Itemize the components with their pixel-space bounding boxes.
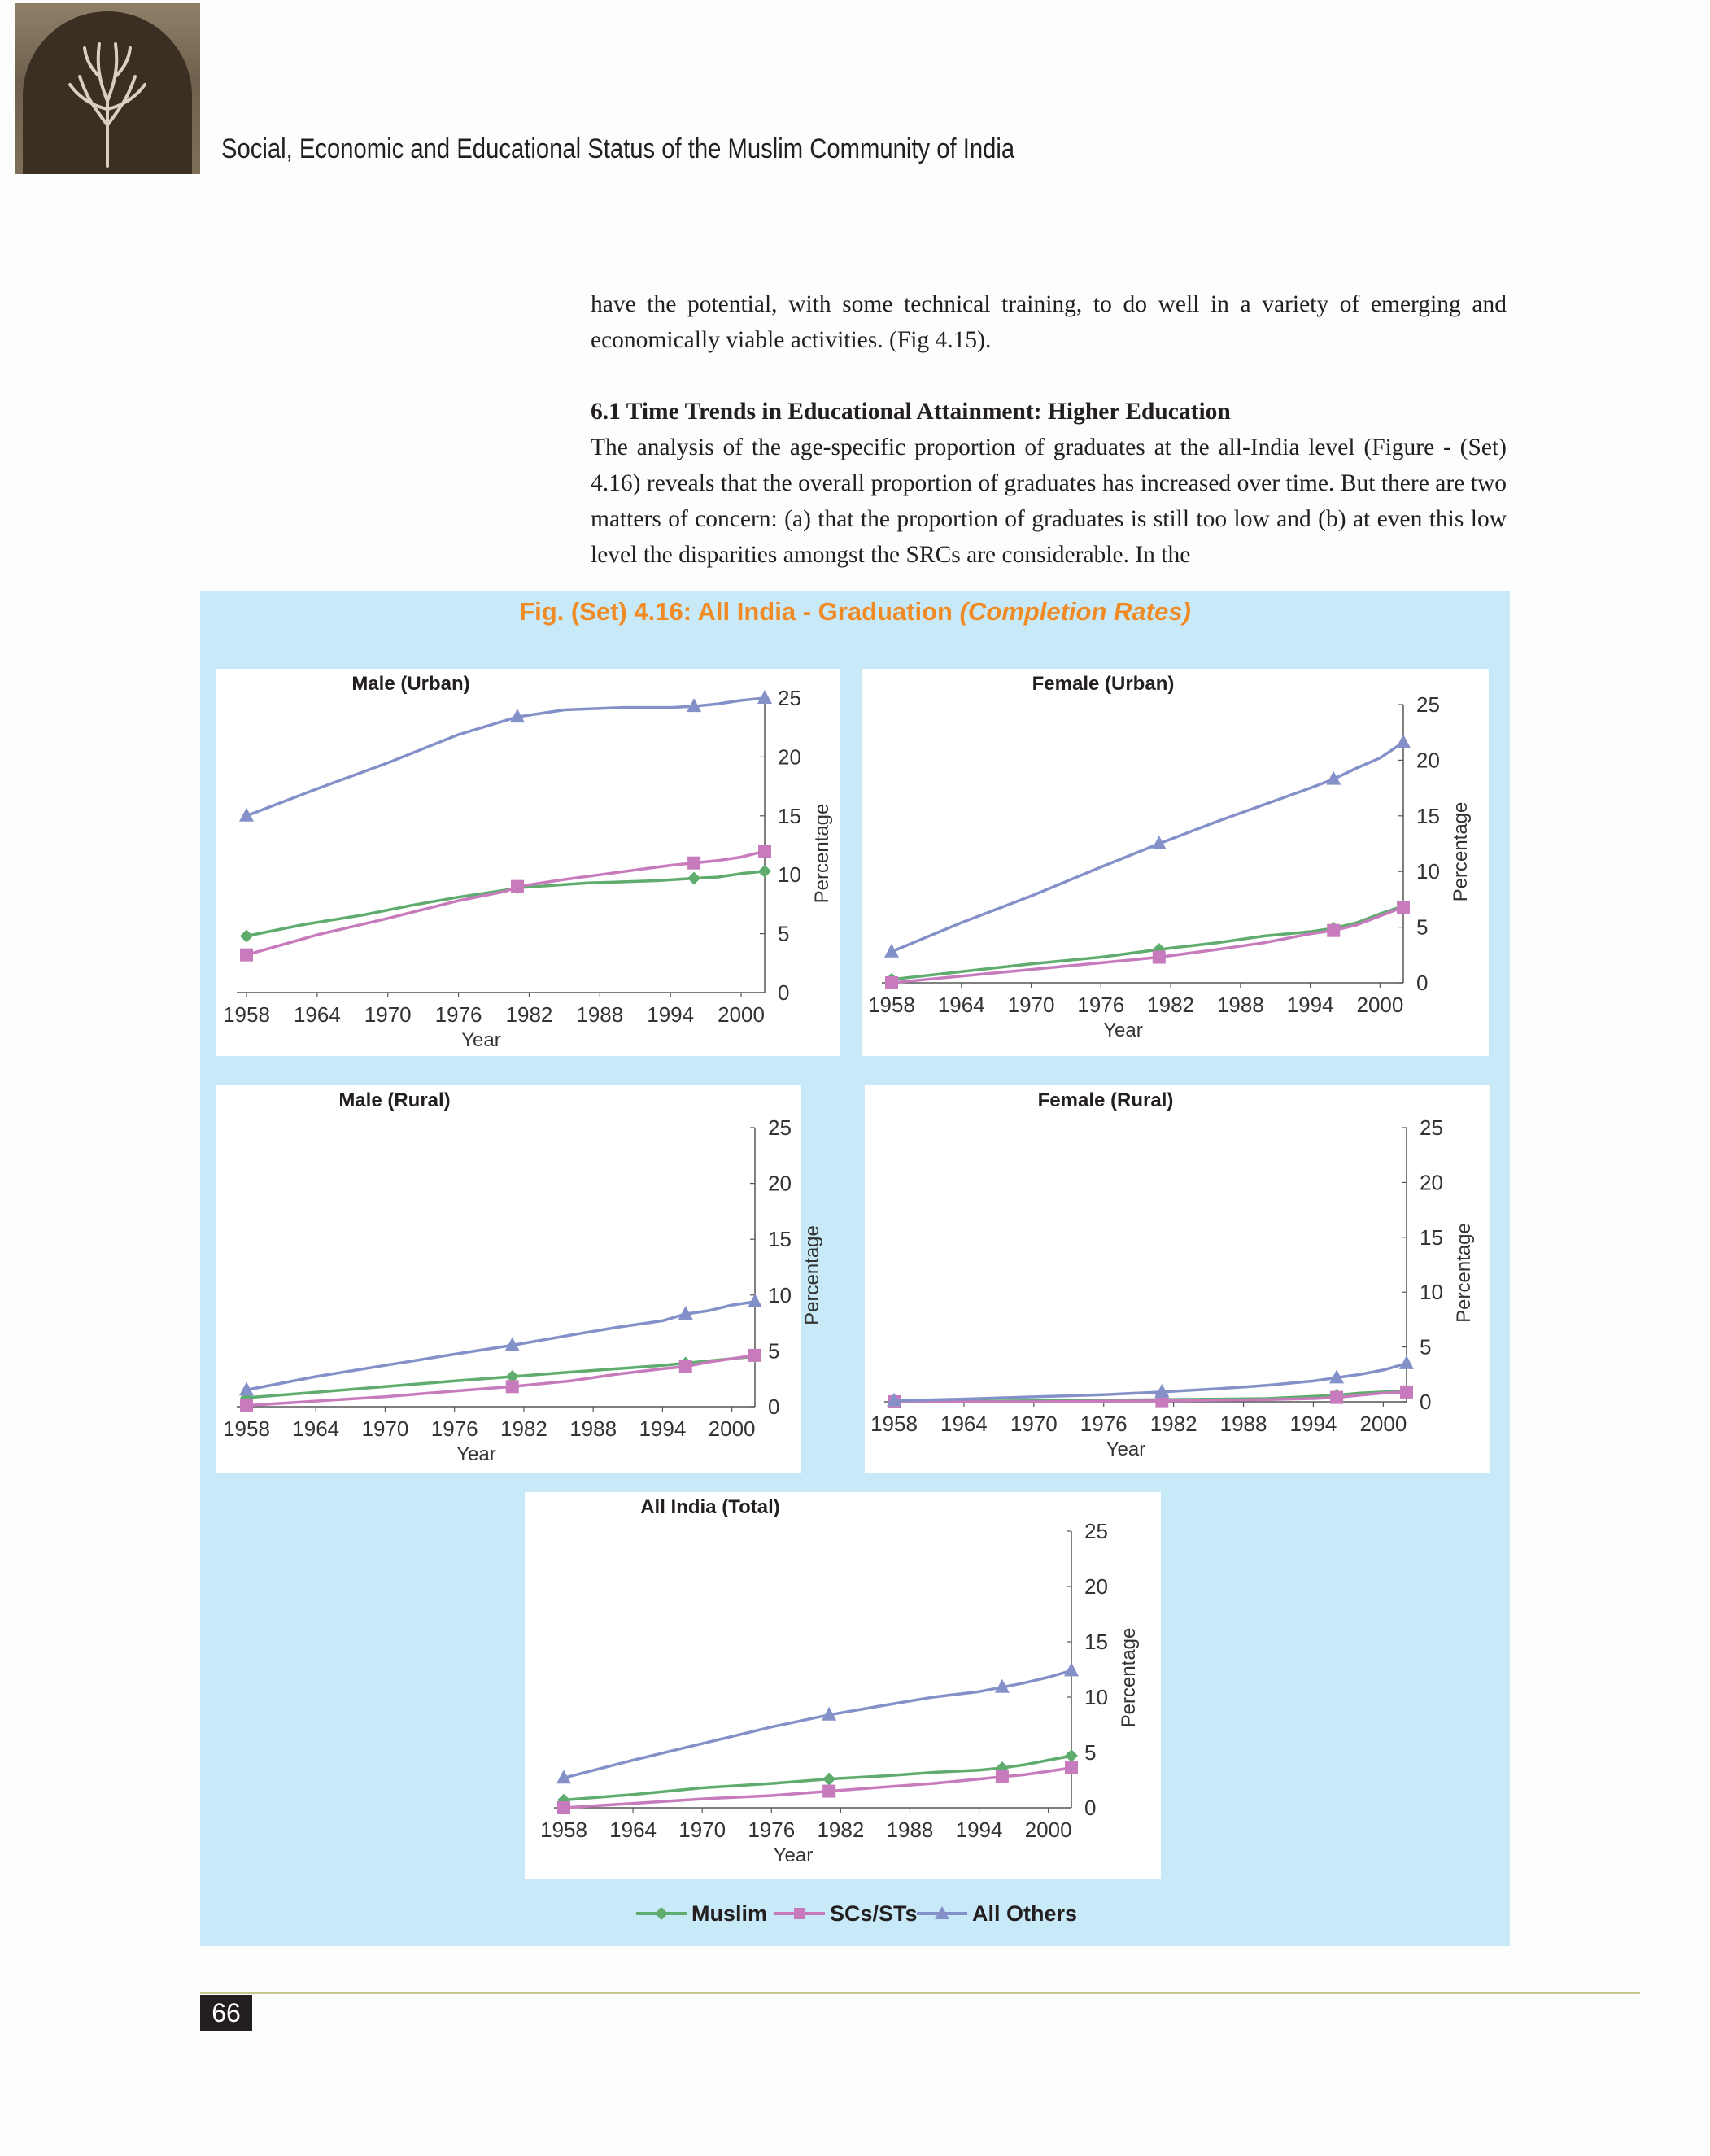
- data-point-marker: [1397, 901, 1410, 914]
- x-axis-label: Year: [461, 1029, 501, 1051]
- y-tick-label: 10: [1084, 1685, 1108, 1709]
- x-tick-label: 1982: [1149, 1412, 1197, 1436]
- data-point-marker: [687, 857, 700, 870]
- series-line-scs-sts: [564, 1768, 1071, 1808]
- y-tick-label: 25: [1084, 1519, 1108, 1543]
- y-tick-label: 20: [778, 744, 801, 770]
- x-tick-label: 2000: [1024, 1818, 1072, 1842]
- x-axis-label: Year: [1103, 1019, 1143, 1041]
- legend-label: Muslim: [691, 1901, 768, 1926]
- data-point-marker: [1064, 1662, 1079, 1676]
- series-line-all-others: [564, 1670, 1071, 1778]
- chart-title: Female (Rural): [1037, 1089, 1174, 1111]
- y-tick-label: 0: [1416, 971, 1429, 995]
- series-line-muslim: [246, 871, 765, 936]
- header-decorative-image: [15, 3, 200, 174]
- y-tick-label: 0: [768, 1394, 780, 1419]
- data-point-marker: [885, 976, 898, 989]
- y-tick-label: 25: [1416, 692, 1440, 717]
- series-line-all-others: [892, 743, 1403, 952]
- y-tick-label: 20: [1416, 748, 1440, 773]
- x-tick-label: 1964: [937, 993, 985, 1017]
- data-point-marker: [1330, 1391, 1343, 1404]
- tree-of-life-carving: [63, 28, 151, 166]
- x-tick-label: 1970: [1010, 1412, 1058, 1436]
- y-tick-label: 20: [1084, 1574, 1108, 1599]
- x-tick-label: 1970: [364, 1002, 412, 1027]
- y-tick-label: 5: [768, 1338, 780, 1364]
- legend-label: SCs/STs: [830, 1901, 918, 1926]
- data-point-marker: [748, 1294, 762, 1307]
- data-point-marker: [758, 845, 771, 858]
- data-point-marker: [996, 1770, 1009, 1783]
- x-tick-label: 1988: [886, 1818, 934, 1842]
- y-tick-label: 10: [778, 862, 801, 888]
- data-point-marker: [240, 949, 253, 962]
- x-axis-label: Year: [456, 1443, 496, 1465]
- x-tick-label: 1988: [1219, 1412, 1267, 1436]
- y-tick-label: 20: [1420, 1170, 1443, 1195]
- chart-title: Male (Urban): [351, 673, 470, 695]
- y-tick-label: 15: [1084, 1630, 1108, 1654]
- data-point-marker: [748, 1349, 761, 1362]
- y-tick-label: 25: [778, 686, 801, 710]
- x-tick-label: 1964: [292, 1416, 340, 1441]
- x-tick-label: 1994: [639, 1416, 687, 1441]
- data-point-marker: [1153, 951, 1166, 964]
- figure-title-italic: (Completion Rates): [959, 597, 1191, 626]
- page-number: 66: [200, 1995, 252, 2031]
- chart-svg: [216, 1085, 823, 1473]
- x-tick-label: 2000: [718, 1002, 765, 1027]
- x-tick-label: 1994: [1289, 1412, 1337, 1436]
- x-tick-label: 1958: [870, 1412, 918, 1436]
- legend-marker-square-icon: [774, 1905, 825, 1922]
- x-tick-label: 1976: [434, 1002, 482, 1027]
- x-tick-label: 1976: [748, 1818, 796, 1842]
- x-tick-label: 1994: [955, 1818, 1003, 1842]
- x-tick-label: 1958: [868, 993, 915, 1017]
- chart-title: All India (Total): [640, 1496, 780, 1518]
- y-tick-label: 5: [1420, 1334, 1432, 1360]
- chart-title: Female (Urban): [1032, 673, 1175, 695]
- x-tick-label: 2000: [1359, 1412, 1407, 1436]
- body-paragraph-1: [591, 286, 1507, 358]
- chart-female-rural: [865, 1085, 1490, 1473]
- chart-title: Male (Rural): [338, 1089, 451, 1111]
- legend-item-all-others: [917, 1889, 1077, 1938]
- x-tick-label: 1994: [1286, 993, 1334, 1017]
- x-tick-label: 2000: [708, 1416, 756, 1441]
- y-tick-label: 0: [1420, 1390, 1432, 1414]
- y-tick-label: 15: [1416, 803, 1440, 828]
- data-point-marker: [822, 1785, 835, 1798]
- x-tick-label: 1958: [223, 1002, 270, 1027]
- y-axis-label: Percentage: [801, 1225, 823, 1325]
- x-tick-label: 1982: [1147, 993, 1195, 1017]
- x-tick-label: 1976: [1077, 993, 1125, 1017]
- chart-svg: [525, 1492, 1161, 1879]
- x-tick-label: 1964: [940, 1412, 988, 1436]
- x-tick-label: 1976: [430, 1416, 478, 1441]
- data-point-marker: [757, 690, 772, 704]
- y-tick-label: 5: [1084, 1740, 1097, 1765]
- data-point-marker: [1400, 1386, 1413, 1399]
- x-tick-label: 1988: [569, 1416, 617, 1441]
- figure-title: [0, 597, 1710, 626]
- data-point-marker: [1399, 1355, 1414, 1369]
- y-tick-label: 0: [1084, 1796, 1097, 1820]
- data-point-marker: [679, 1360, 692, 1373]
- series-line-muslim: [246, 1356, 755, 1398]
- y-tick-label: 20: [768, 1171, 792, 1196]
- x-tick-label: 1958: [540, 1818, 587, 1842]
- legend-item-scst: [774, 1889, 918, 1938]
- series-line-scs-sts: [246, 851, 765, 955]
- y-axis-label: Percentage: [1453, 1223, 1475, 1323]
- x-tick-label: 1988: [1216, 993, 1264, 1017]
- chart-svg: [865, 1085, 1490, 1473]
- chart-female-urban: [862, 669, 1489, 1056]
- data-point-marker: [506, 1380, 519, 1393]
- chart-male-urban: [216, 669, 840, 1056]
- footer-rule: [200, 1992, 1640, 1994]
- y-tick-label: 15: [778, 803, 801, 828]
- paragraph-text: have the potential, with some technical training, to do well in a variety of emerging and economically viable activities. (Fig 4.15).: [591, 291, 1507, 353]
- x-tick-label: 1958: [223, 1416, 270, 1441]
- series-line-muslim: [892, 906, 1403, 980]
- running-header-title: Social, Economic and Educational Status of the Muslim Community of India: [221, 133, 1015, 164]
- y-tick-label: 5: [1416, 914, 1429, 940]
- x-tick-label: 1982: [499, 1416, 547, 1441]
- y-tick-label: 25: [1420, 1115, 1443, 1140]
- data-point-marker: [1065, 1749, 1078, 1762]
- x-tick-label: 1964: [293, 1002, 341, 1027]
- data-point-marker: [511, 880, 524, 893]
- body-section: [591, 394, 1507, 573]
- data-point-marker: [557, 1801, 570, 1814]
- x-tick-label: 1970: [678, 1818, 726, 1842]
- data-point-marker: [758, 865, 771, 878]
- x-tick-label: 1982: [817, 1818, 865, 1842]
- chart-svg: [862, 669, 1489, 1056]
- chart-male-rural: [216, 1085, 823, 1473]
- chart-legend: [636, 1889, 1092, 1938]
- chart-all-india-total: [525, 1492, 1161, 1879]
- y-tick-label: 10: [768, 1282, 792, 1307]
- x-tick-label: 1970: [361, 1416, 409, 1441]
- data-point-marker: [1327, 924, 1340, 937]
- legend-marker-triangle-icon: [917, 1905, 967, 1922]
- y-tick-label: 15: [1420, 1224, 1443, 1250]
- legend-item-muslim: [636, 1889, 767, 1938]
- paragraph-text: The analysis of the age-specific proportion of graduates at the all-India level (Figure - (Set) 4.16) reveals that the overall proportion of graduates has increased over time. But there are two matters of concern: (a) that the proportion of graduates is still too low and (b) at even this low level the disparities amongst the SRCs are considerable. In the: [591, 434, 1507, 568]
- data-point-marker: [687, 872, 700, 885]
- legend-label: All Others: [972, 1901, 1078, 1926]
- y-tick-label: 15: [768, 1227, 792, 1252]
- x-tick-label: 1970: [1007, 993, 1055, 1017]
- x-tick-label: 1982: [505, 1002, 553, 1027]
- data-point-marker: [822, 1773, 835, 1786]
- figure-title-main: Fig. (Set) 4.16: All India - Graduation: [519, 597, 960, 626]
- x-tick-label: 1994: [647, 1002, 695, 1027]
- y-axis-label: Percentage: [1118, 1627, 1140, 1728]
- y-axis-label: Percentage: [1450, 801, 1472, 902]
- chart-svg: [216, 669, 840, 1056]
- x-axis-label: Year: [1106, 1438, 1146, 1460]
- section-heading: 6.1 Time Trends in Educational Attainment: Higher Education: [591, 399, 1231, 425]
- x-tick-label: 1988: [576, 1002, 624, 1027]
- y-tick-label: 25: [768, 1115, 792, 1140]
- data-point-marker: [240, 1399, 253, 1412]
- data-point-marker: [1396, 735, 1411, 748]
- data-point-marker: [240, 929, 253, 942]
- y-tick-label: 10: [1416, 859, 1440, 884]
- y-axis-label: Percentage: [811, 803, 833, 904]
- series-line-all-others: [246, 698, 765, 816]
- y-tick-label: 0: [778, 980, 790, 1005]
- x-axis-label: Year: [773, 1844, 814, 1866]
- x-tick-label: 1976: [1080, 1412, 1128, 1436]
- y-tick-label: 5: [778, 921, 790, 946]
- data-point-marker: [1065, 1761, 1078, 1774]
- x-tick-label: 1964: [609, 1818, 657, 1842]
- x-tick-label: 2000: [1356, 993, 1404, 1017]
- y-tick-label: 10: [1420, 1280, 1443, 1305]
- legend-marker-diamond-icon: [636, 1905, 687, 1922]
